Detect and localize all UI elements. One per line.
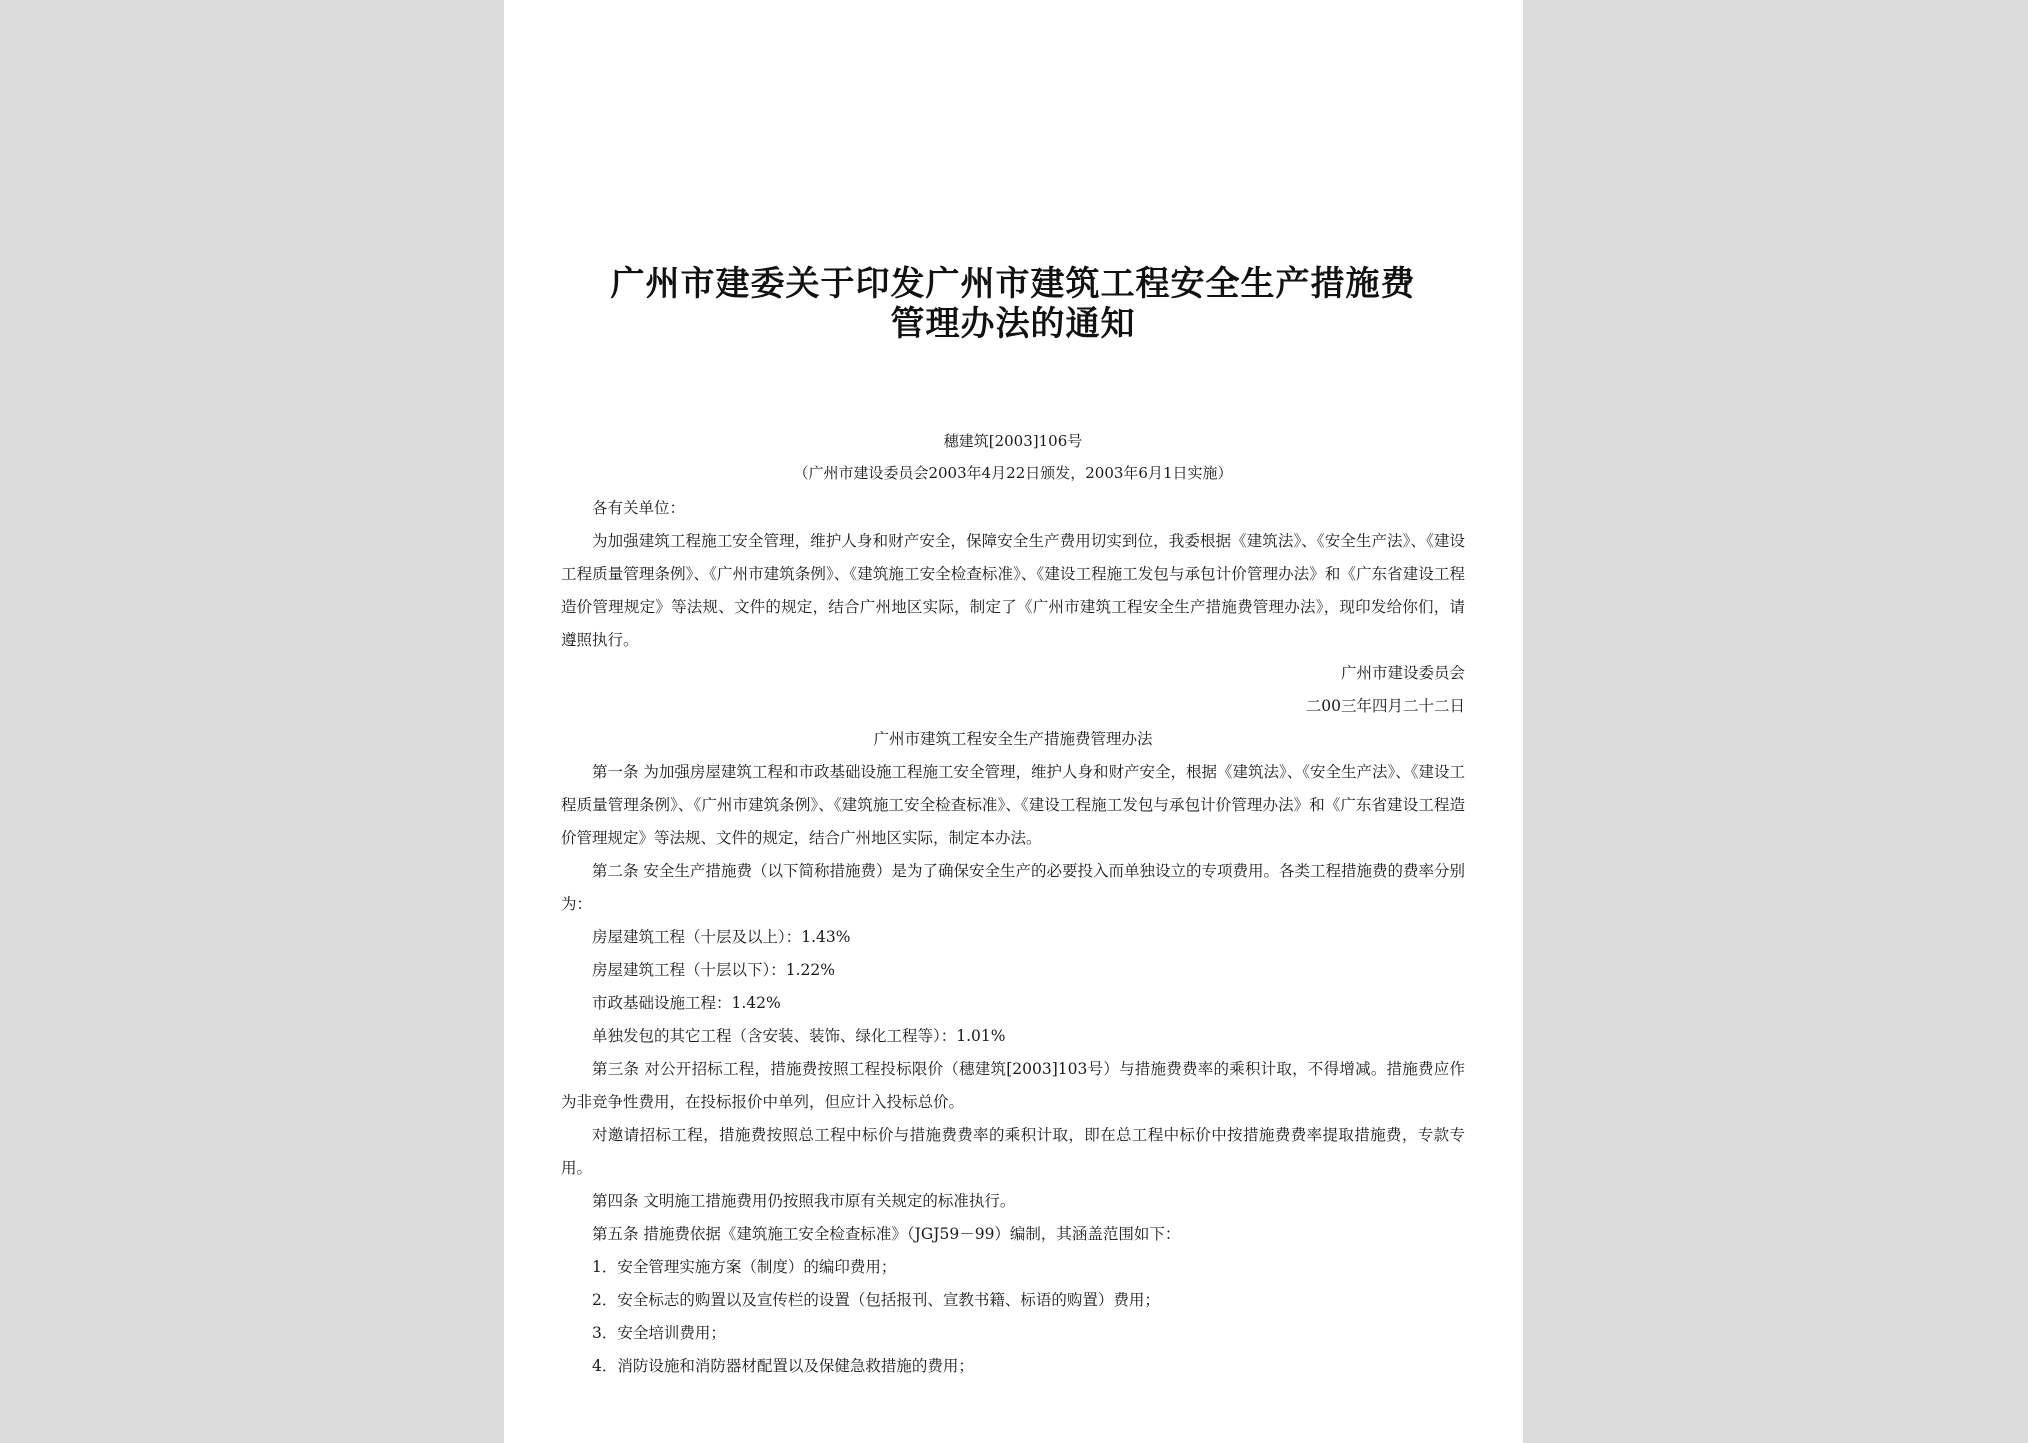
paragraph: 为加强建筑工程施工安全管理，维护人身和财产安全，保障安全生产费用切实到位，我委根据《建筑法》、《安全生产法》、《建设工程质量管理条例》、《广州市建筑条例》、《建筑施工安全检查标准》、《建设工程施工发包与承包计价管理办法》和《广东省建设工程造价管理规定》等法规、文件的规定，结合广州地区实际，制定了《广州市建筑工程安全生产措施费管理办法》，现印发给你们，请遵照执行。 [561, 532, 1465, 649]
paragraph: 4．消防设施和消防器材配置以及保健急救措施的费用； [592, 1357, 974, 1375]
paragraph: 广州市建设委员会 [1340, 664, 1465, 682]
document-number: 穗建筑[2003]106号 [943, 432, 1083, 450]
paragraph: 房屋建筑工程（十层以下）：1.22% [592, 961, 835, 979]
paragraph: 市政基础设施工程：1.42% [592, 994, 781, 1012]
document-page [504, 0, 1523, 1443]
paragraph: 各有关单位： [592, 499, 686, 517]
paragraph: 广州市建筑工程安全生产措施费管理办法 [873, 730, 1153, 748]
issue-note: （广州市建设委员会2003年4月22日颁发，2003年6月1日实施） [793, 464, 1233, 482]
paragraph: 二00三年四月二十二日 [1305, 697, 1465, 715]
paragraph: 房屋建筑工程（十层及以上）：1.43% [592, 928, 851, 946]
paragraph: 第一条 为加强房屋建筑工程和市政基础设施工程施工安全管理，维护人身和财产安全，根据《建筑法》、《安全生产法》、《建设工程质量管理条例》、《广州市建筑条例》、《建筑施工安全检查标准》、《建设工程施工发包与承包计价管理办法》和《广东省建设工程造价管理规定》等法规、文件的规定，结合广州地区实际，制定本办法。 [561, 763, 1465, 847]
paragraph: 第四条 文明施工措施费用仍按照我市原有关规定的标准执行。 [592, 1192, 1016, 1210]
paragraph: 单独发包的其它工程（含安装、装饰、绿化工程等）：1.01% [592, 1027, 1006, 1045]
paragraph: 3．安全培训费用； [592, 1324, 726, 1342]
paragraph: 对邀请招标工程，措施费按照总工程中标价与措施费费率的乘积计取，即在总工程中标价中按措施费费率提取措施费，专款专用。 [561, 1126, 1465, 1177]
paragraph: 第五条 措施费依据《建筑施工安全检查标准》（JGJ59－99）编制，其涵盖范围如下： [592, 1225, 1181, 1243]
document-body [561, 492, 1465, 1383]
paragraph: 第三条 对公开招标工程，措施费按照工程投标限价（穗建筑[2003]103号）与措施费费率的乘积计取，不得增减。措施费应作为非竞争性费用，在投标报价中单列，但应计入投标总价。 [561, 1060, 1465, 1111]
document-title [561, 264, 1465, 344]
paragraph: 1．安全管理实施方案（制度）的编印费用； [592, 1258, 897, 1276]
paragraph: 第二条 安全生产措施费（以下简称措施费）是为了确保安全生产的必要投入而单独设立的专项费用。各类工程措施费的费率分别为： [561, 862, 1465, 913]
title-line-1: 广州市建委关于印发广州市建筑工程安全生产措施费 [610, 264, 1416, 304]
title-line-2: 管理办法的通知 [890, 304, 1136, 344]
paragraph: 2．安全标志的购置以及宣传栏的设置（包括报刊、宣教书籍、标语的购置）费用； [592, 1291, 1160, 1309]
